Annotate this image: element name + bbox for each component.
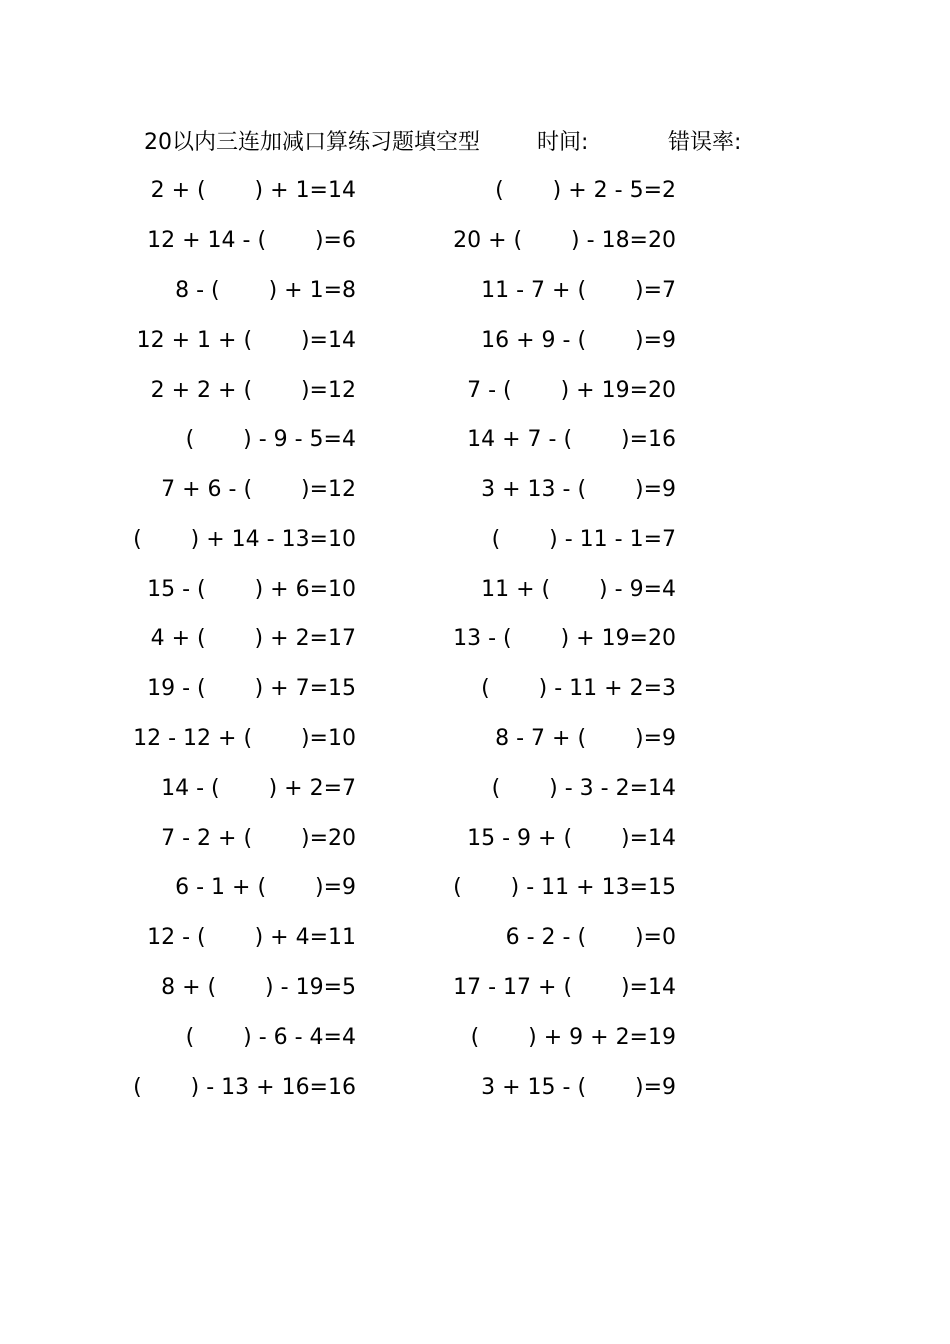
problem-left-11: 19 - ( ) + 7=15 — [147, 676, 356, 701]
problem-left-2: 12 + 14 - ( )=6 — [147, 228, 356, 253]
problem-right-5: 7 - ( ) + 19=20 — [467, 378, 676, 403]
problem-left-19: ( ) - 13 + 16=16 — [133, 1075, 356, 1100]
problem-right-7: 3 + 13 - ( )=9 — [481, 477, 676, 502]
problem-right-2: 20 + ( ) - 18=20 — [453, 228, 676, 253]
problem-right-17: 17 - 17 + ( )=14 — [453, 975, 676, 1000]
problem-right-3: 11 - 7 + ( )=7 — [481, 278, 676, 303]
problem-right-14: 15 - 9 + ( )=14 — [467, 826, 676, 851]
problem-left-3: 8 - ( ) + 1=8 — [175, 278, 356, 303]
problem-left-16: 12 - ( ) + 4=11 — [147, 925, 356, 950]
problem-left-18: ( ) - 6 - 4=4 — [185, 1025, 356, 1050]
problem-right-12: 8 - 7 + ( )=9 — [495, 726, 676, 751]
time-label: 时间: — [537, 130, 589, 155]
problem-left-12: 12 - 12 + ( )=10 — [133, 726, 356, 751]
problem-right-4: 16 + 9 - ( )=9 — [481, 328, 676, 353]
problem-left-1: 2 + ( ) + 1=14 — [150, 178, 356, 203]
problem-right-6: 14 + 7 - ( )=16 — [467, 427, 676, 452]
problem-right-16: 6 - 2 - ( )=0 — [505, 925, 676, 950]
problem-left-5: 2 + 2 + ( )=12 — [150, 378, 356, 403]
error-rate-label: 错误率: — [668, 130, 742, 155]
problem-right-11: ( ) - 11 + 2=3 — [481, 676, 676, 701]
problem-left-7: 7 + 6 - ( )=12 — [161, 477, 356, 502]
problem-left-9: 15 - ( ) + 6=10 — [147, 577, 356, 602]
problem-right-8: ( ) - 11 - 1=7 — [491, 527, 676, 552]
problem-left-10: 4 + ( ) + 2=17 — [150, 626, 356, 651]
problem-right-18: ( ) + 9 + 2=19 — [470, 1025, 676, 1050]
problem-left-15: 6 - 1 + ( )=9 — [175, 875, 356, 900]
problem-left-17: 8 + ( ) - 19=5 — [161, 975, 356, 1000]
worksheet-title: 20以内三连加减口算练习题填空型 — [144, 130, 480, 155]
problem-left-13: 14 - ( ) + 2=7 — [161, 776, 356, 801]
problem-right-10: 13 - ( ) + 19=20 — [453, 626, 676, 651]
problem-right-19: 3 + 15 - ( )=9 — [481, 1075, 676, 1100]
problem-left-4: 12 + 1 + ( )=14 — [136, 328, 356, 353]
problem-left-8: ( ) + 14 - 13=10 — [133, 527, 356, 552]
problem-right-15: ( ) - 11 + 13=15 — [453, 875, 676, 900]
problem-right-1: ( ) + 2 - 5=2 — [495, 178, 676, 203]
problem-right-13: ( ) - 3 - 2=14 — [491, 776, 676, 801]
problem-left-14: 7 - 2 + ( )=20 — [161, 826, 356, 851]
problem-right-9: 11 + ( ) - 9=4 — [481, 577, 676, 602]
problem-left-6: ( ) - 9 - 5=4 — [185, 427, 356, 452]
